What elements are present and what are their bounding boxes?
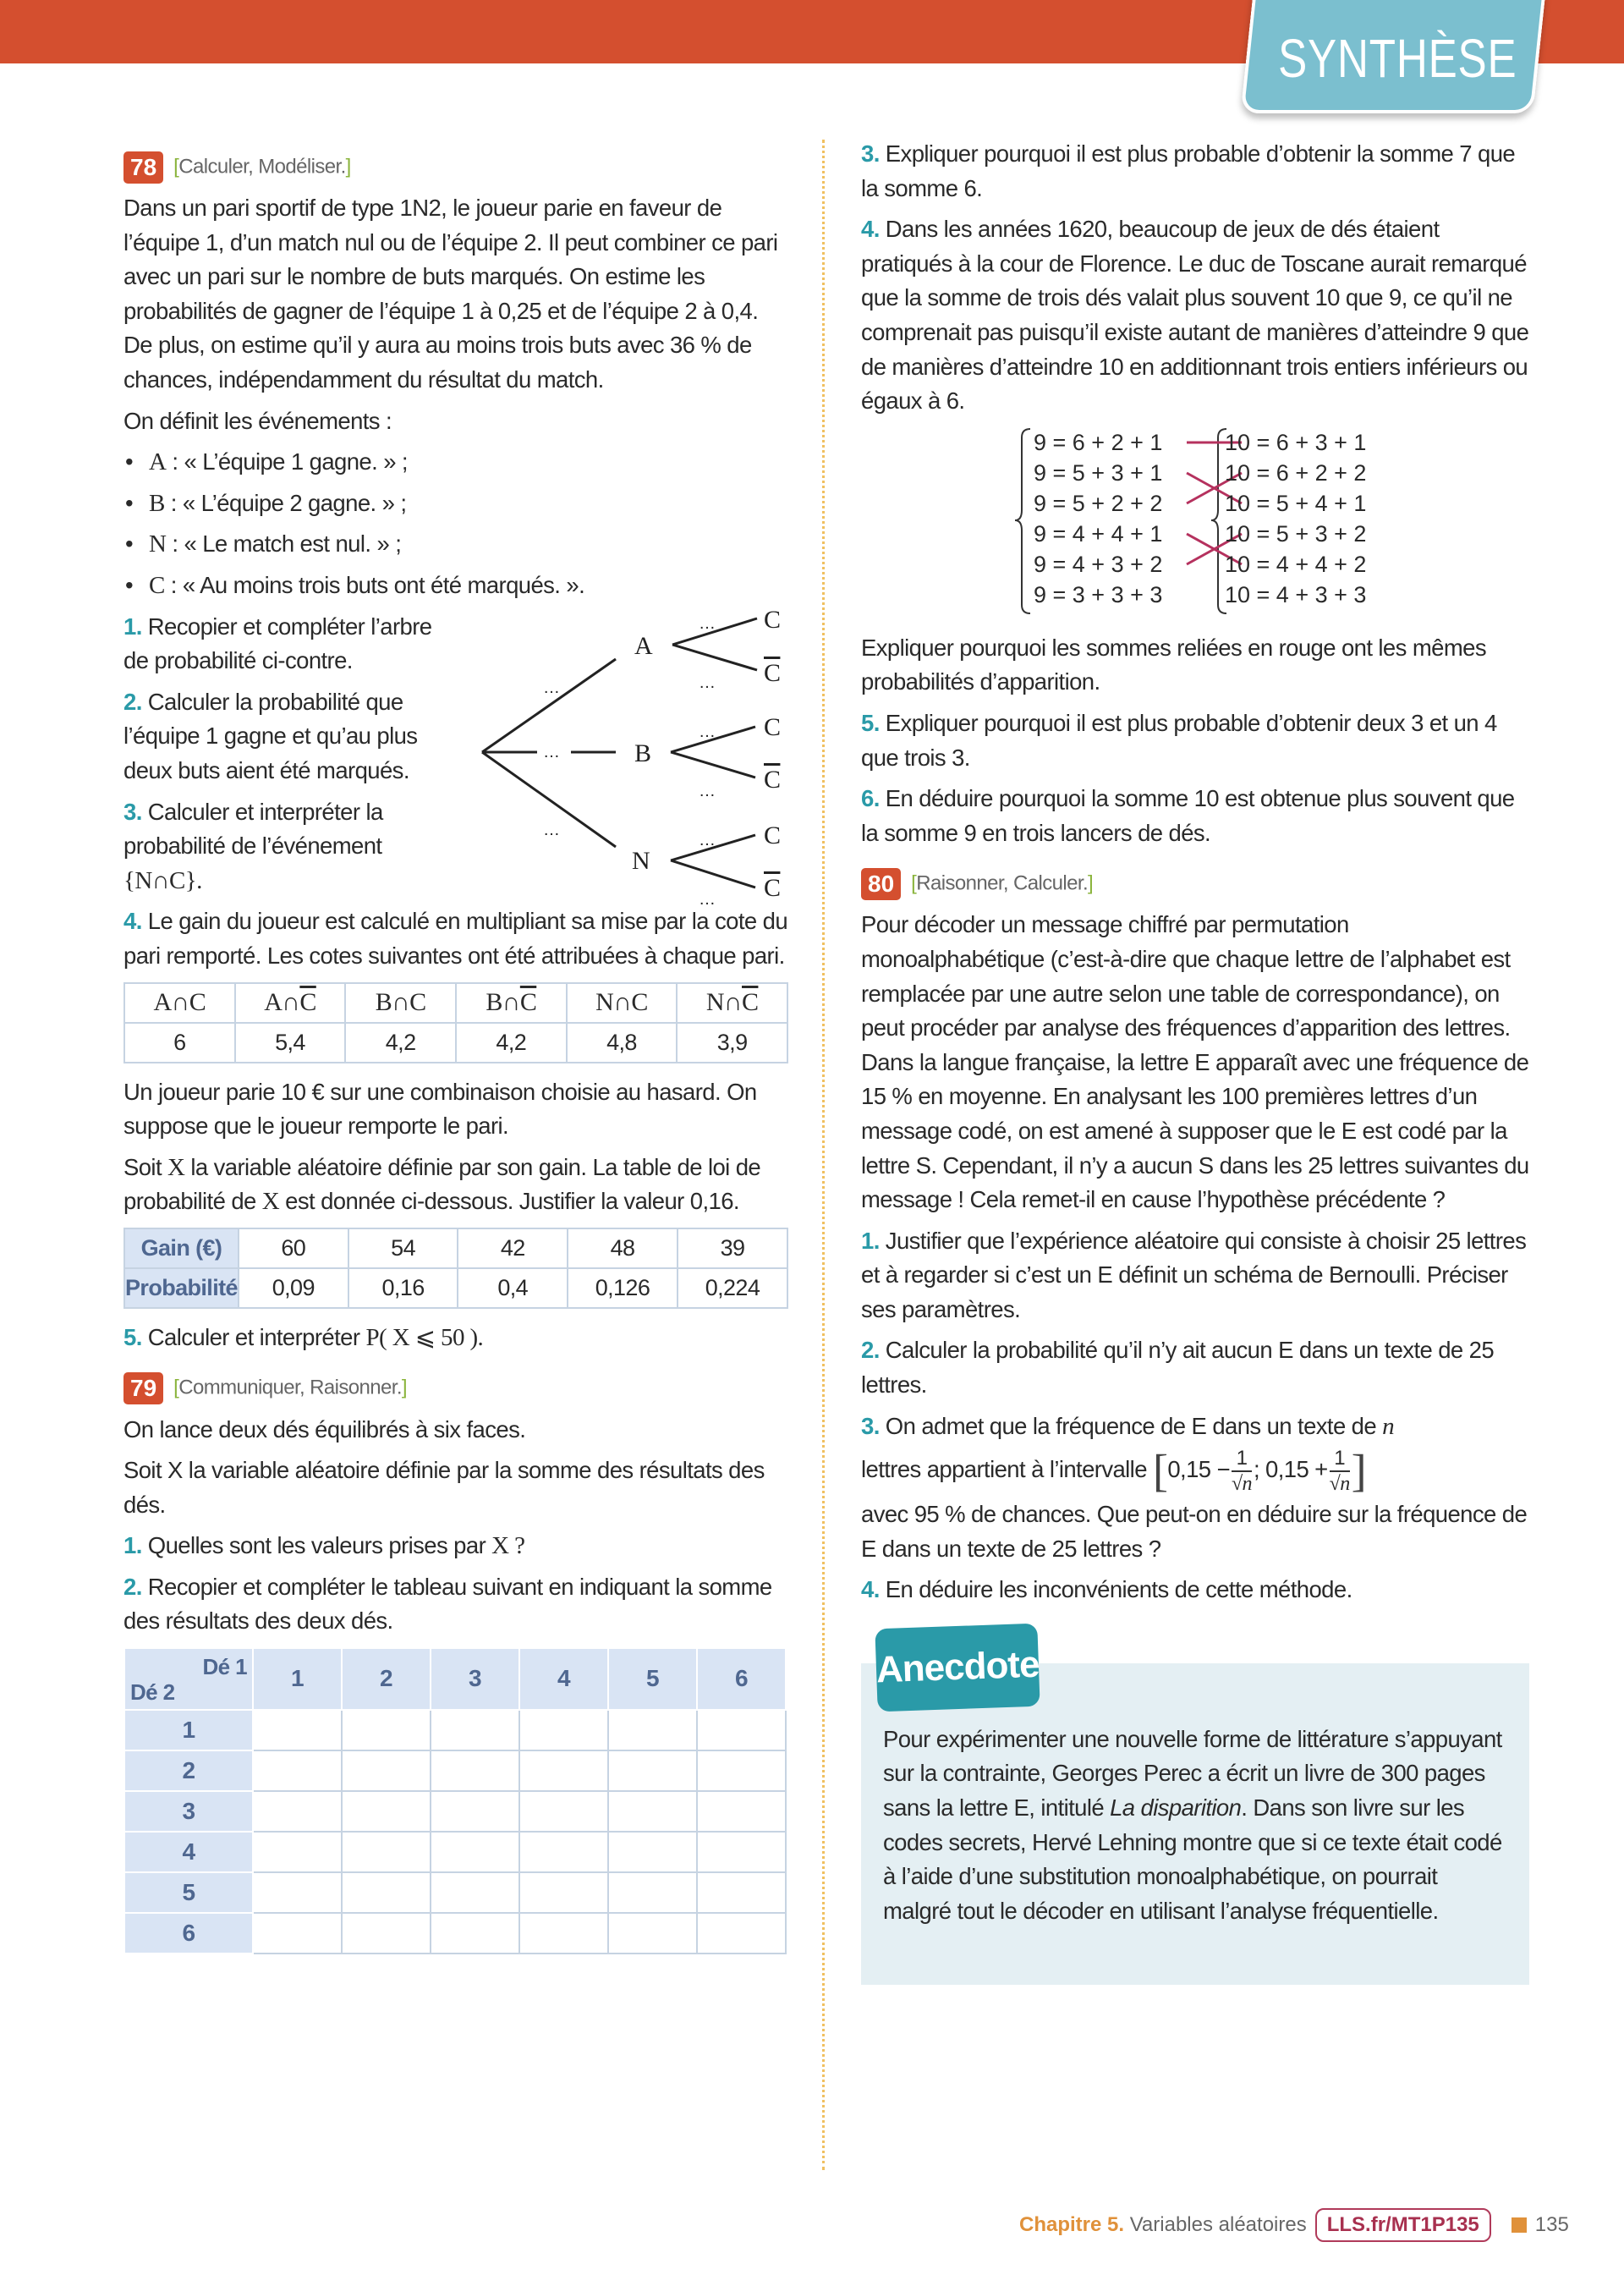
paragraph: Expliquer pourquoi les sommes reliées en rouge ont les mêmes probabilités d’apparition. [861, 634, 1486, 695]
anecdote [861, 1626, 1529, 1985]
question-1: 1. Justifier que l’expérience aléatoire qui consiste à choisir 25 lettres et à regarder si c’est un E définit un schéma de Bernoulli. Préciser ses paramètres. [861, 1227, 1527, 1322]
odds-header: A∩C [124, 983, 235, 1023]
probability-law-table: Gain (€) 60 54 42 48 39 Probabilité 0,09 0,16 0,4 0,126 0,224 [123, 1228, 788, 1309]
empty-cell[interactable] [608, 1872, 697, 1913]
svg-text:…: … [543, 742, 560, 761]
column-header: 5 [608, 1648, 697, 1710]
column-header: 3 [431, 1648, 519, 1710]
question-5: 5. Expliquer pourquoi il est plus probable d’obtenir deux 3 et un 4 que trois 3. [861, 709, 1497, 771]
interval-line: lettres appartient à l’intervalle [0,15 − $\frac{1}{√n}$ ; 0,15 + $\frac{1}{√n}$ ] [861, 1445, 1367, 1497]
empty-cell[interactable] [697, 1750, 786, 1791]
empty-cell[interactable] [608, 1710, 697, 1750]
empty-cell[interactable] [519, 1750, 608, 1791]
empty-cell[interactable] [253, 1913, 342, 1954]
sum-line: 10 = 6 + 2 + 2 [1225, 459, 1367, 486]
odds-table [123, 982, 788, 1063]
odds-header: $N\cap\overline{C}$ [677, 983, 787, 1023]
sum-line: 9 = 4 + 3 + 2 [1034, 551, 1163, 577]
svg-text:…: … [699, 673, 716, 692]
sum-line: 10 = 4 + 4 + 2 [1225, 551, 1367, 577]
question-4: 4. Dans les années 1620, beaucoup de jeux de dés étaient pratiqués à la cour de Florence. Le duc de Toscane aurait remarqué que la somme de trois dés valait plus souvent 10 que 9, ce qu’il ne comprenait pas puisqu’il existe autant de manières d’atteindre 9 que de manières d’atteindre 10 en additionnant trois entiers inférieurs ou égaux à 6. [861, 216, 1529, 415]
svg-text:…: … [699, 830, 716, 849]
svg-text:C: C [764, 873, 781, 902]
empty-cell[interactable] [697, 1832, 786, 1872]
empty-cell[interactable] [253, 1872, 342, 1913]
empty-cell[interactable] [342, 1832, 431, 1872]
question-6: 6. En déduire pourquoi la somme 10 est obtenue plus souvent que la somme 9 en trois lancers de dés. [861, 785, 1515, 846]
column-divider [822, 140, 825, 2170]
sum-line: 9 = 6 + 2 + 1 [1034, 429, 1163, 455]
question-1: 1. Quelles sont les valeurs prises par X ? [123, 1532, 525, 1560]
event-item: • N : « Le match est nul. » ; [123, 527, 788, 562]
svg-text:C: C [764, 605, 781, 634]
odds-header-row [124, 983, 787, 1023]
sum-line: 10 = 6 + 3 + 1 [1225, 429, 1367, 455]
empty-cell[interactable] [342, 1913, 431, 1954]
row-header: 4 [124, 1832, 253, 1872]
empty-cell[interactable] [253, 1710, 342, 1750]
empty-cell[interactable] [697, 1710, 786, 1750]
ex79-right [861, 137, 1529, 419]
paragraph: On lance deux dés équilibrés à six faces. [123, 1415, 526, 1442]
event-item: • C : « Au moins trois buts ont été marqués. ». [123, 569, 788, 603]
svg-text:C: C [764, 712, 781, 741]
sum-line: 10 = 5 + 4 + 1 [1225, 490, 1367, 516]
svg-text:…: … [699, 781, 716, 800]
footer: Chapitre 5. Variables aléatoires LLS.fr/MT1P135 135 [1019, 2208, 1569, 2242]
empty-cell[interactable] [697, 1872, 786, 1913]
empty-cell[interactable] [608, 1913, 697, 1954]
table-row [124, 1832, 786, 1872]
dice-sum-table: Dé 1 Dé 2 1 2 3 4 5 6 1 2 3 4 5 6 [123, 1647, 787, 1954]
row-header: 5 [124, 1872, 253, 1913]
intro: Dans un pari sportif de type 1N2, le joueur parie en faveur de l’équipe 1, d’un match nul ou de l’équipe 2. Il peut combiner ce pari avec un pari sur le nombre de buts marqués. On estime les probabilités de gagner de l’équipe 1 à 0,25 et de l’équipe 2 à 0,4. De plus, on estime qu’il y aura au moins trois buts avec 36 % de chances, indépendamment du résultat du match. [123, 195, 778, 393]
question-3: 3. On admet que la fréquence de E dans un texte de n [861, 1412, 1395, 1440]
empty-cell[interactable] [431, 1750, 519, 1791]
resource-link[interactable]: LLS.fr/MT1P135 [1315, 2208, 1491, 2242]
sum-line: 10 = 4 + 3 + 3 [1225, 581, 1367, 607]
exercise-number: 79 [123, 1372, 163, 1404]
node-a: A [634, 631, 653, 660]
empty-cell[interactable] [519, 1710, 608, 1750]
question-3: 3. Expliquer pourquoi il est plus probable d’obtenir la somme 7 que la somme 6. [861, 140, 1516, 201]
sum-line: 9 = 5 + 2 + 2 [1034, 490, 1163, 516]
empty-cell[interactable] [342, 1791, 431, 1832]
empty-cell[interactable] [431, 1791, 519, 1832]
page-number: 135 [1534, 2213, 1569, 2236]
odds-header: B∩C [345, 983, 456, 1023]
section-tab [1240, 0, 1545, 113]
empty-cell[interactable] [519, 1791, 608, 1832]
row-header: 3 [124, 1791, 253, 1832]
odds-header: $B\cap\overline{C}$ [456, 983, 567, 1023]
empty-cell[interactable] [608, 1750, 697, 1791]
empty-cell[interactable] [431, 1710, 519, 1750]
sum-line: 9 = 5 + 3 + 1 [1034, 459, 1163, 486]
svg-text:…: … [543, 820, 560, 839]
question-5: 5. Calculer et interpréter P( X ⩽ 50 ). [123, 1323, 484, 1351]
empty-cell[interactable] [697, 1913, 786, 1954]
column-header: 1 [253, 1648, 342, 1710]
node-n: N [632, 846, 650, 875]
table-row [124, 1872, 786, 1913]
right-column [861, 137, 1529, 1985]
odds-value-row: 6 5,4 4,2 4,2 4,8 3,9 [124, 1023, 787, 1063]
column-header: 2 [342, 1648, 431, 1710]
question-2: 2. Calculer la probabilité qu’il n’y ait aucun E dans un texte de 25 lettres. [861, 1337, 1495, 1399]
question-2: 2. Recopier et compléter le tableau suivant en indiquant la somme des résultats des deux dés. [123, 1573, 772, 1635]
empty-cell[interactable] [697, 1791, 786, 1832]
skills: [Calculer, Modéliser.] [173, 155, 351, 179]
exercise-78 [123, 149, 788, 974]
leaves [764, 606, 780, 902]
question-4: 4. En déduire les inconvénients de cette méthode. [861, 1576, 1352, 1603]
column-header: 6 [697, 1648, 786, 1710]
column-header: 4 [519, 1648, 608, 1710]
event-item: • B : « L’équipe 2 gagne. » ; [123, 486, 788, 521]
question-3: 3. Calculer et interpréter la probabilité de l’événement {N∩C}. [123, 798, 383, 894]
empty-cell[interactable] [431, 1913, 519, 1954]
anecdote-text: Pour expérimenter une nouvelle forme de littérature s’appuyant sur la contrainte, Georges Perec a écrit un livre de 300 pages sans la lettre E, intitulé La disparition. Dans son livre sur les codes secrets, Hervé Lehning montre que si ce texte était codé à l’aide d’une substitution monoalphabétique, on pourrait malgré tout le décoder en utilisant l’analyse fréquentielle. [883, 1725, 1502, 1924]
row-header: 2 [124, 1750, 253, 1791]
svg-text:C: C [764, 765, 781, 794]
paragraph: Soit X la variable aléatoire définie par la somme des résultats des dés. [123, 1457, 765, 1518]
odds-header: $A\cap\overline{C}$ [235, 983, 346, 1023]
svg-text:…: … [699, 889, 716, 909]
paragraph: Un joueur parie 10 € sur une combinaison choisie au hasard. On suppose que le joueur remporte le pari. [123, 1078, 757, 1140]
ex79-right-2 [861, 631, 1529, 851]
empty-cell[interactable] [519, 1872, 608, 1913]
questions-with-tree [123, 605, 788, 909]
question-4: 4. Le gain du joueur est calculé en multipliant sa mise par la cote du pari remporté. Les cotes suivantes ont été attribuées à chaque pari. [123, 908, 788, 969]
events-list [123, 445, 788, 602]
empty-cell[interactable] [608, 1832, 697, 1872]
empty-cell[interactable] [253, 1750, 342, 1791]
question-2: 2. Calculer la probabilité que l’équipe 1 gagne et qu’au plus deux buts aient été marqués. [123, 688, 418, 783]
page-marker-icon [1512, 2217, 1527, 2233]
node-b: B [634, 739, 651, 767]
anecdote-box [861, 1663, 1529, 1985]
exercise-number: 78 [123, 151, 163, 184]
svg-text:C: C [764, 821, 781, 849]
empty-cell[interactable] [519, 1832, 608, 1872]
exercise-80: 80 [Raisonner, Calculer.] Pour décoder un message chiffré par permutation monoalphabétique (c’est-à-dire que chaque lettre de l’alphabet est remplacée par une autre selon une table de correspondance), on peut procéder par analyse des fréquences d’apparition des lettres. Dans la langue française, la lettre E apparaît avec une fréquence de 15 % en moyenne. En analysant les 100 premières lettres d’un message codé, on est amené à supposer que le E est codé par la lettre S. Cependant, il n’y a aucun S dans les 25 lettres suivantes du message ! Cela remet-il en cause l’hypothèse précédente ? 1. Justifier que l’expérience aléatoire qui consiste à choisir 25 lettres et à regarder si c’est un E définit un schéma de Bernoulli. Préciser ses paramètres. 2. Calculer la probabilité qu’il n’y ait aucun E dans un texte de 25 lettres. 3. On admet que la fréquence de E dans un texte de n lettres appartient à l’intervalle [0,15 − $\frac{1}{√n}$ ; 0,15 + $\frac{1}{√n}$ ] avec 95 % de chances. Que peut-on en déduire sur la fréquence de E dans un texte de 25 lettres ? 4. En déduire les inconvénients de cette méthode. [861, 865, 1529, 1607]
event-item: • A : « L’équipe 1 gagne. » ; [123, 445, 788, 480]
ex78-continued [123, 1075, 788, 1219]
paragraph: Soit X la variable aléatoire définie par son gain. La table de loi de probabilité de X est donnée ci-dessous. Justifier la valeur 0,16. [123, 1153, 761, 1216]
empty-cell[interactable] [342, 1710, 431, 1750]
sum-line: 9 = 3 + 3 + 3 [1034, 581, 1163, 607]
exercise-79: 79 [Communiquer, Raisonner.] On lance deux dés équilibrés à six faces. Soit X la variable aléatoire définie par la somme des résultats des dés. 1. Quelles sont les valeurs prises par X ? 2. Recopier et compléter le tableau suivant en indiquant la somme des résultats des deux dés. [123, 1370, 788, 1639]
table-row [124, 1750, 786, 1791]
table-row [124, 1913, 786, 1954]
left-column [123, 149, 788, 1954]
sums-diagram [1015, 426, 1379, 616]
probability-tree [474, 600, 795, 913]
svg-text:…: … [699, 722, 716, 741]
row-header: 6 [124, 1913, 253, 1954]
intro: Pour décoder un message chiffré par permutation monoalphabétique (c’est-à-dire que chaque lettre de l’alphabet est remplacée par une autre selon une table de correspondance), on peut procéder par analyse des fréquences d’apparition des lettres. Dans la langue française, la lettre E apparaît avec une fréquence de 15 % en moyenne. En analysant les 100 premières lettres d’un message codé, on est amené à supposer que le E est codé par la lettre S. Cependant, il n’y a aucun S dans les 25 lettres suivantes du message ! Cela remet-il en cause l’hypothèse précédente ? [861, 911, 1529, 1213]
table-row [124, 1791, 786, 1832]
empty-cell[interactable] [431, 1872, 519, 1913]
blank-probabilities [543, 614, 715, 909]
table-row [124, 1710, 786, 1750]
empty-cell[interactable] [253, 1791, 342, 1832]
empty-cell[interactable] [342, 1750, 431, 1791]
svg-text:…: … [543, 678, 560, 697]
sum-line: 10 = 5 + 3 + 2 [1225, 520, 1367, 547]
events-intro: On définit les événements : [123, 407, 392, 434]
svg-text:C: C [764, 658, 781, 687]
exercise-number: 80 [861, 868, 901, 900]
question-1: 1. Recopier et compléter l’arbre de probabilité ci-contre. [123, 613, 432, 674]
empty-cell[interactable] [519, 1913, 608, 1954]
row-header: 1 [124, 1710, 253, 1750]
odds-header: N∩C [567, 983, 678, 1023]
anecdote-title: Anecdote [875, 1623, 1040, 1712]
empty-cell[interactable] [608, 1791, 697, 1832]
empty-cell[interactable] [342, 1872, 431, 1913]
empty-cell[interactable] [431, 1832, 519, 1872]
section-title: SYNTHÈSE [1278, 28, 1517, 89]
empty-cell[interactable] [253, 1832, 342, 1872]
sum-line: 9 = 4 + 4 + 1 [1034, 520, 1163, 547]
svg-text:…: … [699, 613, 716, 633]
